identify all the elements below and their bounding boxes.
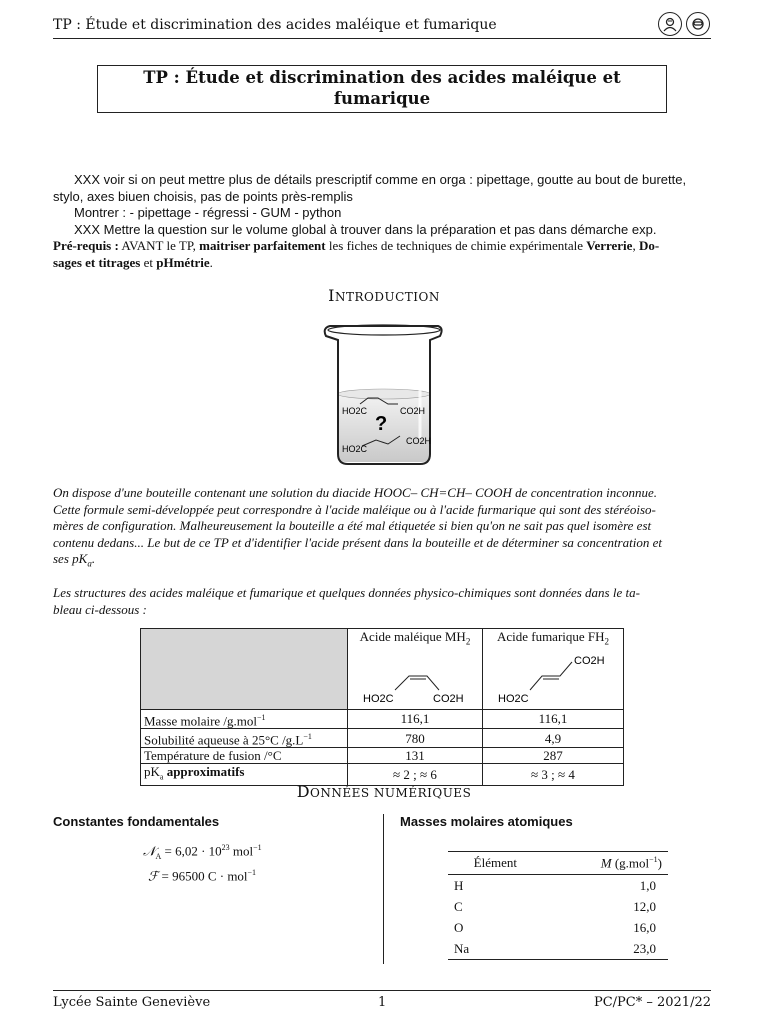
prereq-text: les fiches de techniques de chimie expérimentale: [325, 238, 587, 253]
intro-line: ses pK: [53, 551, 88, 566]
masses-header-close: ): [657, 855, 662, 871]
maleic-header-label: Acide maléique MH: [359, 629, 466, 644]
question-mark: ?: [375, 413, 388, 435]
fumaric-struct-top: CO2H: [574, 654, 605, 667]
intro-line: mères de configuration. Malheureusement la bouteille a été mal étiquetée si bien qu'on ne sait pas quel isomère est: [53, 518, 652, 533]
table-row: [141, 709, 624, 728]
heading-initial: I: [328, 286, 335, 305]
header-logos: [658, 12, 710, 36]
note-line-2: stylo, axes biuen choisis, pas de points près-remplis: [53, 188, 353, 204]
intro-line: bleau ci-dessous :: [53, 601, 147, 617]
row-label: pK: [144, 764, 160, 780]
prereq-text: .: [209, 254, 213, 270]
na-sub: A: [155, 851, 162, 861]
page-title-line1: TP : Étude et discrimination des acides maléique et: [143, 68, 621, 87]
intro-line: Cette formule semi-développée peut correspondre à l'acide maléique ou à l'acide furmarique qui sont des stéréoiso-: [53, 501, 656, 517]
constants-list: [143, 840, 262, 884]
maleic-value: 116,1: [348, 709, 483, 728]
scientist-icon: [658, 12, 682, 36]
maleic-struct-right: CO2H: [433, 692, 464, 705]
numeric-data-heading: [0, 782, 768, 801]
maleic-value: ≈ 2 ; ≈ 6: [348, 764, 483, 786]
footer-page-number: 1: [378, 995, 387, 1010]
masses-header-element: Élément: [448, 852, 543, 875]
heading-rest: ONNÉES NUMÉRIQUES: [310, 786, 472, 800]
na-exp: 23: [221, 843, 230, 852]
element-mass: 12,0: [633, 898, 656, 914]
prereq-sheet-phmetrie: pHmétrie: [156, 254, 210, 270]
fumaric-header: [483, 629, 624, 710]
intro-line-end: .: [91, 551, 96, 566]
table-row: [448, 875, 668, 897]
beaker-label-hoc-bottom: HO2C: [342, 444, 368, 454]
table-row: [141, 748, 624, 764]
prereq-emphasis: maitriser parfaitement: [199, 238, 326, 253]
fumaric-value: 116,1: [483, 709, 624, 728]
masses-header-value: [543, 852, 668, 875]
prereq-label: Pré-requis :: [53, 238, 119, 253]
maleic-value: 131: [348, 748, 483, 764]
maleic-header: [348, 629, 483, 710]
running-title: TP : Étude et discrimination des acides maléique et fumarique: [53, 17, 497, 33]
beaker-label-coh-bottom: CO2H: [406, 436, 432, 446]
faraday-symbol: ℱ: [148, 868, 159, 884]
element-symbol: H: [454, 877, 464, 893]
safety-goggles-icon: [686, 12, 710, 36]
row-label-sup: −1: [257, 712, 266, 722]
page-title-box: [97, 65, 667, 113]
intro-line: On dispose d'une bouteille contenant une solution du diacide HOOC– CH=CH– COOH de concentration inconnue.: [53, 485, 658, 500]
note-line-1: XXX voir si on peut mettre plus de détails prescriptif comme en orga : pipettage, goutte au bout de burette,: [74, 172, 687, 187]
fumaric-struct-bottom: HO2C: [498, 692, 529, 705]
faraday-constant: [143, 865, 262, 884]
na-symbol: 𝒩: [143, 843, 156, 859]
faraday-value: = 96500 C · mol: [158, 868, 248, 884]
intro-paragraph-2: [53, 585, 713, 618]
notes-block: [53, 172, 713, 238]
row-label-sup: −1: [303, 731, 312, 741]
element-mass: 1,0: [639, 877, 656, 893]
prereq-text: AVANT le TP,: [118, 238, 200, 253]
element-symbol: Na: [448, 938, 543, 960]
table-row: [448, 917, 668, 938]
fumaric-structure-drawing: [490, 650, 616, 706]
prereq-text: et: [140, 254, 157, 270]
table-row: [448, 896, 668, 917]
atomic-masses-table: [448, 851, 668, 960]
avogadro-constant: [143, 840, 262, 865]
faraday-exp: −1: [247, 867, 257, 877]
prereq-sheet-verrerie: Verrerie: [586, 238, 633, 253]
na-value: = 6,02 · 10: [161, 843, 222, 859]
beaker-illustration: [318, 318, 450, 466]
row-label-bold: approximatifs: [163, 764, 245, 780]
element-symbol: O: [454, 919, 464, 935]
element-mass: 23,0: [543, 938, 668, 960]
masses-header-unit: (g.mol: [611, 855, 650, 871]
element-symbol: C: [454, 898, 463, 914]
heading-rest: NTRODUCTION: [334, 290, 440, 304]
footer-class-year: PC/PC* – 2021/22: [593, 995, 711, 1010]
intro-paragraph-1: [53, 485, 713, 572]
maleic-header-sub: 2: [465, 636, 471, 647]
fumaric-value: 287: [483, 748, 624, 764]
masses-header-exp: −1: [649, 854, 658, 864]
masses-title: Masses molaires atomiques: [400, 814, 573, 829]
footer-rule: [53, 990, 711, 991]
fumaric-header-sub: 2: [604, 636, 610, 647]
properties-table: [140, 628, 624, 786]
table-row: [141, 728, 624, 747]
na-unit-exp: −1: [253, 843, 262, 852]
maleic-struct-left: HO2C: [363, 692, 394, 705]
footer-school: Lycée Sainte Geneviève: [53, 995, 211, 1010]
fumaric-value: 4,9: [483, 728, 624, 747]
introduction-heading: [0, 286, 768, 305]
header-rule: [53, 38, 711, 39]
constants-title: Constantes fondamentales: [53, 814, 220, 829]
prereq-sheet-dosages: Do-: [638, 238, 660, 253]
page-title-line2: fumarique: [333, 89, 431, 108]
maleic-structure-drawing: [355, 650, 475, 706]
element-mass: 16,0: [633, 919, 656, 935]
note-line-3: Montrer : - pipettage - régressi - GUM - python: [74, 205, 342, 220]
prerequisites: [53, 238, 713, 271]
na-unit: mol: [229, 843, 254, 859]
intro-line: contenu dedans... Le but de ce TP et d'identifier l'acide présent dans la bouteille et de déterminer sa concentration et: [53, 534, 662, 550]
note-line-4: XXX Mettre la question sur le volume global à trouver dans la préparation et pas dans démarche exp.: [74, 221, 657, 237]
table-corner: [141, 629, 348, 710]
intro-line: Les structures des acides maléique et fumarique et quelques données physico-chimiques sont données dans le ta-: [53, 585, 640, 600]
pka-subscript: a: [87, 558, 92, 569]
table-row: [448, 938, 668, 960]
column-divider: [383, 814, 384, 964]
beaker-label-coh-top: CO2H: [400, 406, 426, 416]
row-label: Température de fusion /°C: [144, 748, 282, 764]
heading-initial: D: [296, 782, 311, 801]
row-label: Solubilité aqueuse à 25°C /g.L: [144, 732, 304, 748]
prereq-sheet-dosages: sages et titrages: [53, 254, 141, 270]
fumaric-value: ≈ 3 ; ≈ 4: [483, 764, 624, 786]
fumaric-header-label: Acide fumarique FH: [496, 629, 605, 644]
maleic-value: 780: [348, 728, 483, 747]
prereq-text: ,: [632, 238, 639, 253]
beaker-label-hoc-top: HO2C: [342, 406, 368, 416]
row-label-sub: a: [159, 772, 164, 782]
masses-header-m: M: [600, 855, 612, 871]
row-label: Masse molaire /g.mol: [144, 712, 258, 728]
